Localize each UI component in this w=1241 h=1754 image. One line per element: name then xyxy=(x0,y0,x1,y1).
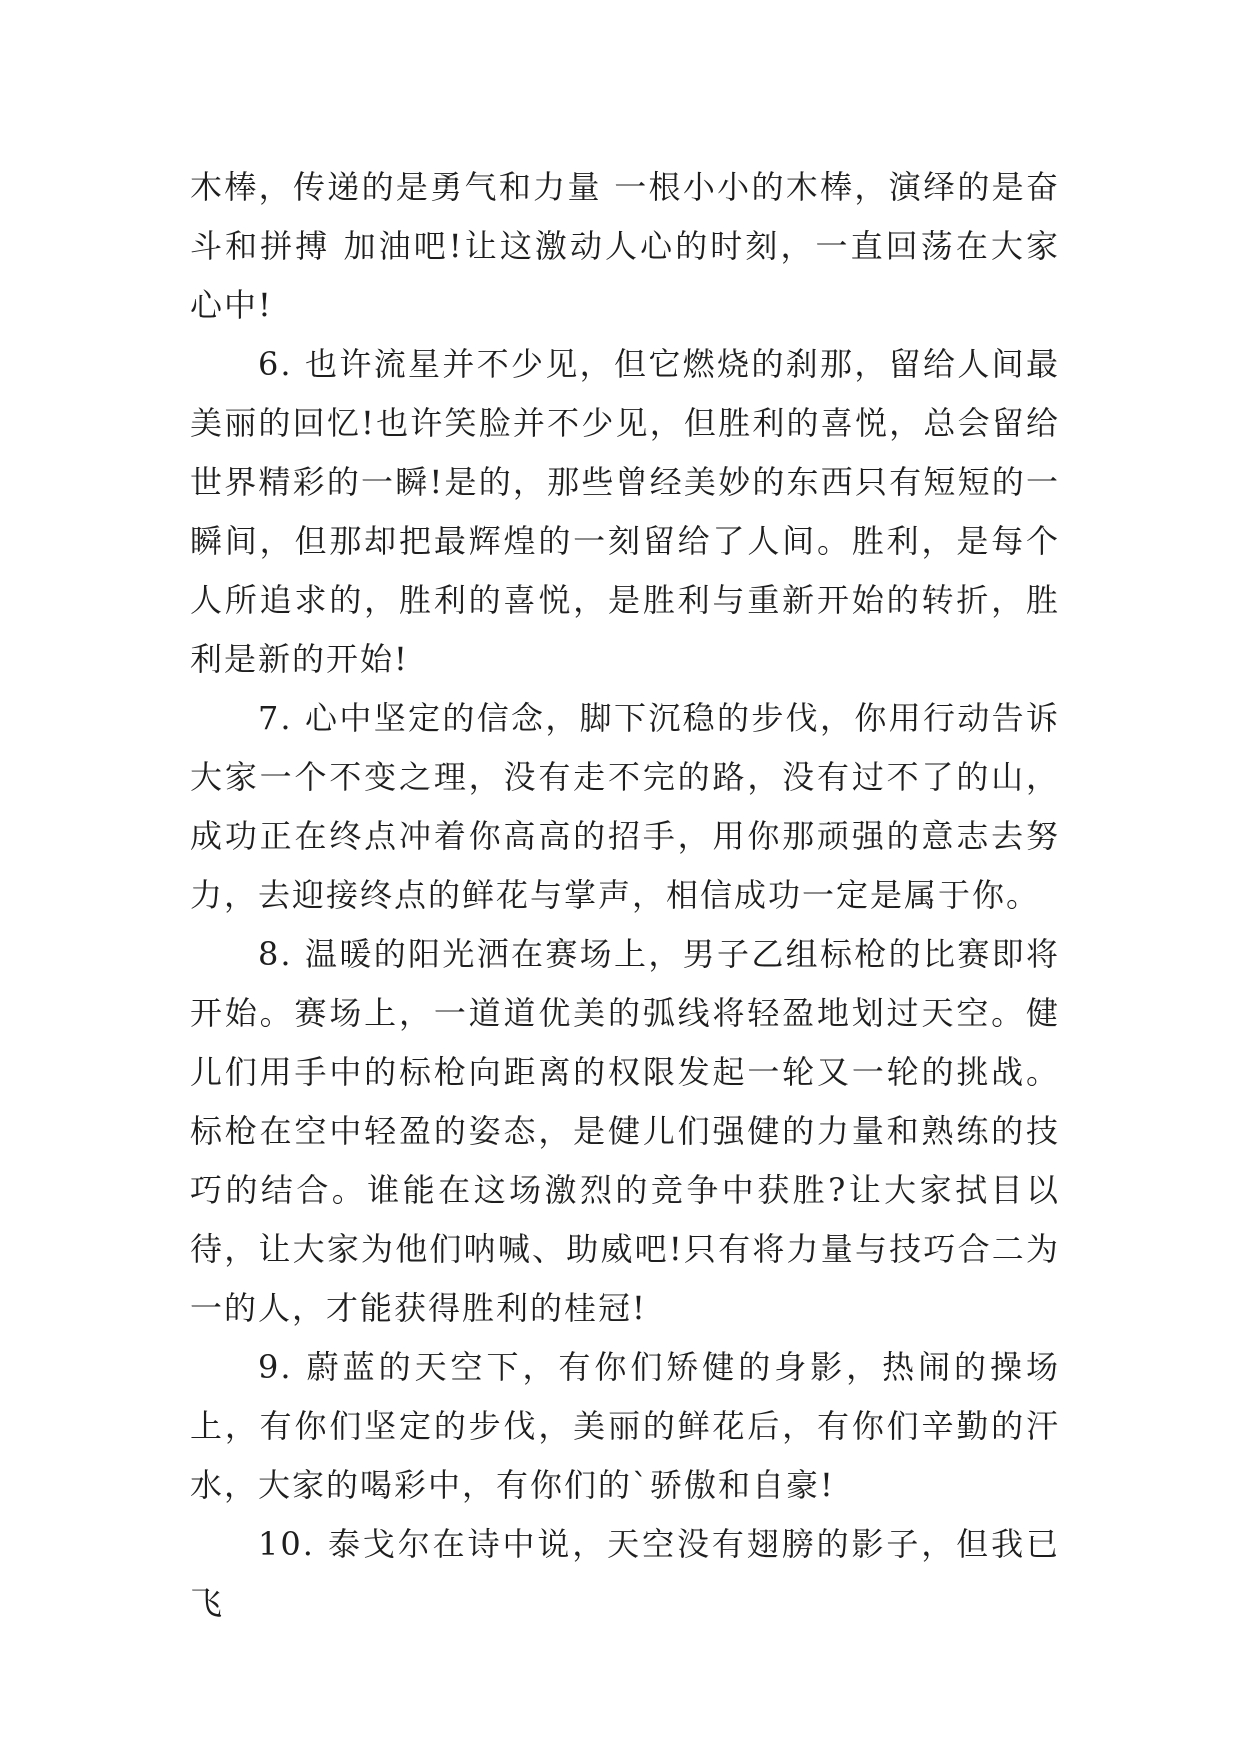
paragraph-8: 8. 温暖的阳光洒在赛场上，男子乙组标枪的比赛即将开始。赛场上，一道道优美的弧线将轻盈地划过天空。健儿们用手中的标枪向距离的权限发起一轮又一轮的挑战。标枪在空中轻盈的姿态，是健儿们强健的力量和熟练的技巧的结合。谁能在这场激烈的竞争中获胜?让大家拭目以待，让大家为他们呐喊、助威吧!只有将力量与技巧合二为一的人，才能获得胜利的桂冠! xyxy=(190,935,1060,1327)
paragraph-6: 6. 也许流星并不少见，但它燃烧的刹那，留给人间最美丽的回忆!也许笑脸并不少见，但胜利的喜悦，总会留给世界精彩的一瞬!是的，那些曾经美妙的东西只有短短的一瞬间，但那却把最辉煌的一刻留给了人间。胜利，是每个人所追求的，胜利的喜悦，是胜利与重新开始的转折，胜利是新的开始! xyxy=(190,345,1060,678)
paragraph-9: 9. 蔚蓝的天空下，有你们矫健的身影，热闹的操场上，有你们坚定的步伐，美丽的鲜花后，有你们辛勤的汗水，大家的喝彩中，有你们的`骄傲和自豪! xyxy=(190,1348,1060,1504)
document-body xyxy=(190,158,1060,1633)
paragraph-10: 10. 泰戈尔在诗中说，天空没有翅膀的影子，但我已飞 xyxy=(190,1525,1060,1622)
paragraph-continuation: 木棒，传递的是勇气和力量 一根小小的木棒，演绎的是奋斗和拼搏 加油吧!让这激动人心的时刻，一直回荡在大家心中! xyxy=(190,168,1060,324)
paragraph-7: 7. 心中坚定的信念，脚下沉稳的步伐，你用行动告诉大家一个不变之理，没有走不完的路，没有过不了的山，成功正在终点冲着你高高的招手，用你那顽强的意志去努力，去迎接终点的鲜花与掌声，相信成功一定是属于你。 xyxy=(190,699,1060,914)
